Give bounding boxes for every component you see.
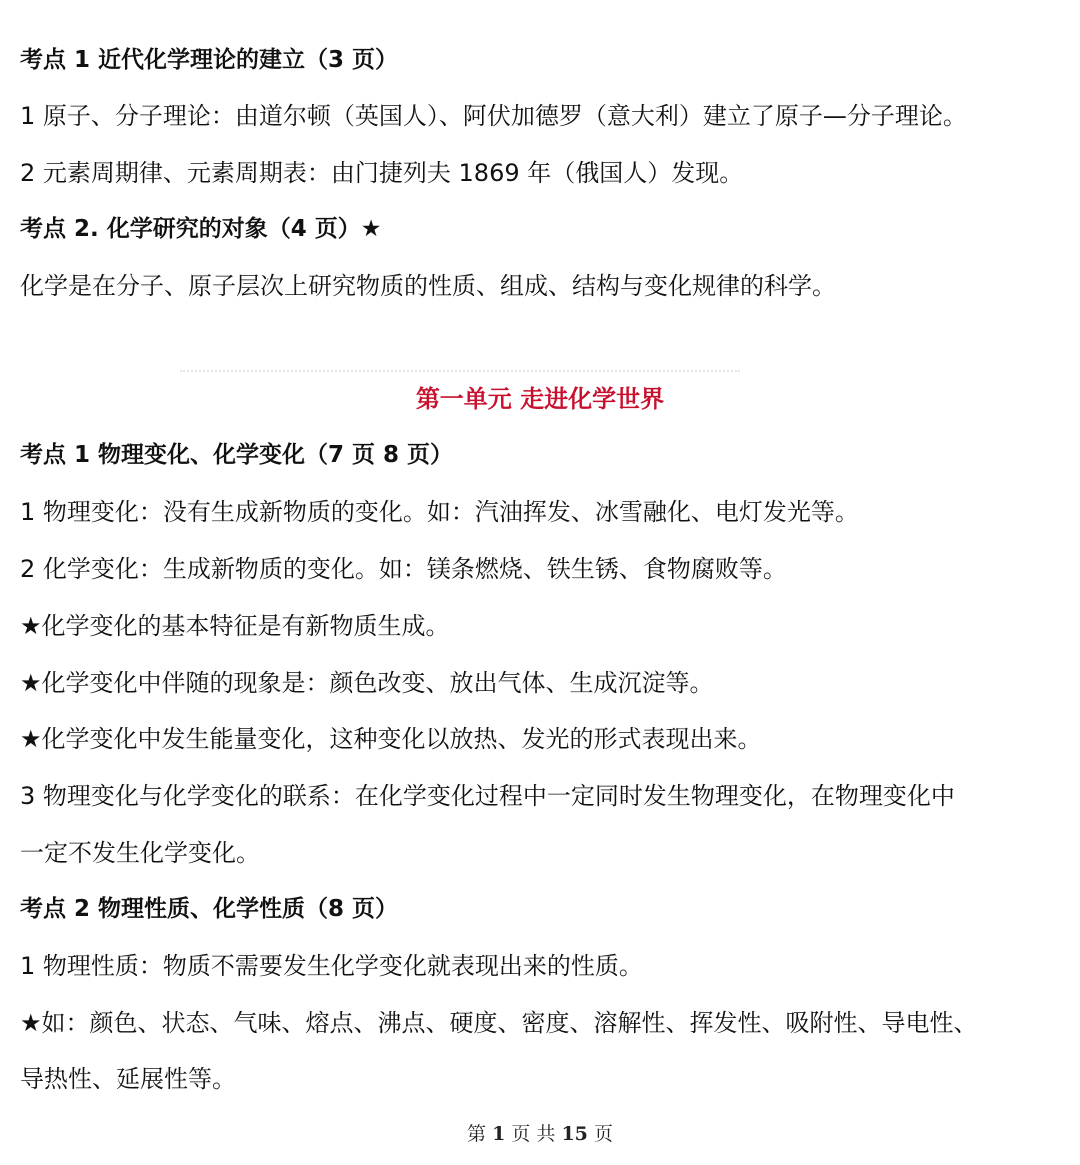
section-heading-research-object: 考点 2. 化学研究的对象（4 页）★	[20, 216, 382, 242]
paragraph-relation-line1: 3 物理变化与化学变化的联系：在化学变化过程中一定同时发生物理变化，在物理变化中	[20, 782, 955, 810]
page-footer	[0, 1121, 1080, 1147]
paragraph-periodic-table: 2 元素周期律、元素周期表：由门捷列夫 1869 年（俄国人）发现。	[20, 159, 744, 187]
paragraph-property-examples-line1: ★如：颜色、状态、气味、熔点、沸点、硬度、密度、溶解性、挥发性、吸附性、导电性、	[20, 1009, 978, 1037]
paragraph-relation-line2: 一定不发生化学变化。	[20, 839, 260, 867]
paragraph-property-examples-line2: 导热性、延展性等。	[20, 1065, 236, 1093]
unit-title: 第一单元 走进化学世界	[415, 385, 665, 413]
paragraph-chemistry-definition: 化学是在分子、原子层次上研究物质的性质、组成、结构与变化规律的科学。	[20, 272, 836, 300]
section-heading-physical-chemical-change: 考点 1 物理变化、化学变化（7 页 8 页）	[20, 442, 454, 468]
footer-suffix: 页	[593, 1123, 613, 1145]
footer-total-pages: 15	[561, 1123, 588, 1145]
section-heading-properties: 考点 2 物理性质、化学性质（8 页）	[20, 896, 399, 922]
paragraph-atomic-theory: 1 原子、分子理论：由道尔顿（英国人）、阿伏加德罗（意大利）建立了原子—分子理论。	[20, 102, 967, 130]
footer-middle: 页 共	[511, 1123, 556, 1145]
footer-prefix: 第	[467, 1123, 487, 1145]
section-heading-modern-theory: 考点 1 近代化学理论的建立（3 页）	[20, 47, 399, 73]
paragraph-physical-property: 1 物理性质：物质不需要发生化学变化就表现出来的性质。	[20, 952, 643, 980]
paragraph-chemical-change: 2 化学变化：生成新物质的变化。如：镁条燃烧、铁生锈、食物腐败等。	[20, 555, 787, 583]
paragraph-phenomena: ★化学变化中伴随的现象是：颜色改变、放出气体、生成沉淀等。	[20, 669, 714, 697]
paragraph-basic-feature: ★化学变化的基本特征是有新物质生成。	[20, 612, 450, 640]
paragraph-energy-change: ★化学变化中发生能量变化，这种变化以放热、发光的形式表现出来。	[20, 725, 762, 753]
paragraph-physical-change: 1 物理变化：没有生成新物质的变化。如：汽油挥发、冰雪融化、电灯发光等。	[20, 498, 859, 526]
faint-divider	[180, 370, 740, 372]
footer-page-number: 1	[492, 1123, 506, 1145]
